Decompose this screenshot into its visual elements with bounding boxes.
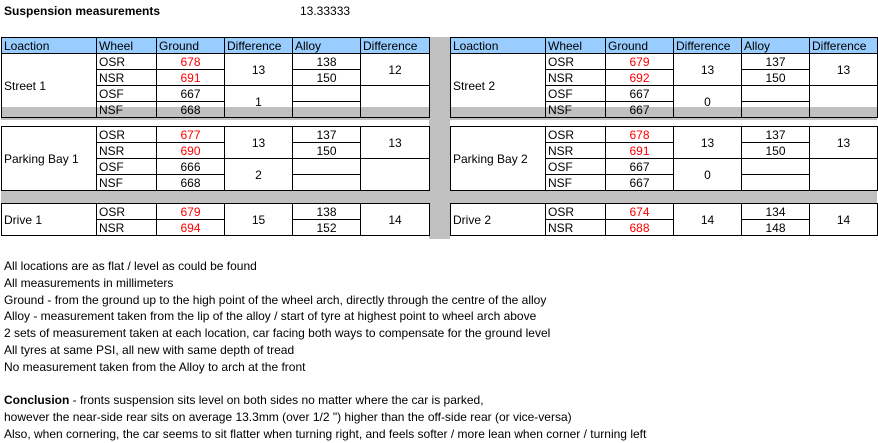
alloy-difference-cell: 13 [810, 127, 878, 159]
alloy-difference-cell: 14 [361, 204, 430, 236]
location-cell: Drive 2 [451, 204, 546, 236]
note-line: All locations are as flat / level as could be found [4, 259, 257, 273]
alloy-difference-cell: 13 [361, 127, 430, 159]
ground-difference-cell: 13 [225, 54, 293, 86]
notes-section [4, 258, 646, 443]
alloy-cell [742, 86, 810, 102]
ground-difference-cell: 14 [674, 204, 742, 236]
ground-cell: 691 [157, 70, 225, 86]
ground-cell: 666 [157, 159, 225, 175]
wheel-cell: NSR [97, 143, 157, 159]
header-alloy: Alloy [742, 38, 810, 54]
wheel-cell: OSR [97, 127, 157, 143]
ground-cell: 668 [157, 175, 225, 191]
alloy-cell [293, 86, 361, 102]
header-row [2, 38, 430, 54]
alloy-cell: 150 [293, 143, 361, 159]
wheel-cell: NSF [97, 102, 157, 118]
header-difference: Difference [810, 38, 878, 54]
row-divider-2 [1, 190, 877, 203]
ground-cell: 667 [606, 102, 674, 118]
conclusion-line: however the near-side rear sits on average 13.3mm (over 1/2 ") higher than the off-side rear (or vice-versa) [4, 410, 572, 425]
alloy-cell: 148 [742, 220, 810, 236]
location-cell: Parking Bay 1 [2, 127, 97, 191]
alloy-cell: 138 [293, 204, 361, 220]
wheel-cell: NSR [97, 70, 157, 86]
alloy-difference-cell: 12 [361, 54, 430, 86]
ground-cell: 679 [606, 54, 674, 70]
ground-difference-cell: 0 [674, 86, 742, 118]
ground-cell: 667 [157, 86, 225, 102]
parking-bay-2-table [450, 126, 878, 191]
wheel-cell: OSF [97, 159, 157, 175]
wheel-cell: NSR [97, 220, 157, 236]
sheet-title: Suspension measurements [4, 4, 161, 18]
table-row [451, 127, 878, 143]
note-line: All measurements in millimeters [4, 275, 174, 290]
table-row [451, 204, 878, 220]
alloy-cell [742, 159, 810, 175]
header-location: Loaction [451, 38, 546, 54]
header-wheel: Wheel [97, 38, 157, 54]
alloy-cell: 137 [742, 54, 810, 70]
header-row [451, 38, 878, 54]
note-line: No measurement taken from the Alloy to arch at the front [4, 359, 306, 374]
alloy-cell: 137 [293, 127, 361, 143]
alloy-cell: 150 [742, 143, 810, 159]
alloy-cell [742, 175, 810, 191]
parking-bay-1-table [1, 126, 430, 191]
spacer [4, 376, 646, 393]
location-cell: Drive 1 [2, 204, 97, 236]
ground-cell: 667 [606, 86, 674, 102]
ground-cell: 674 [606, 204, 674, 220]
alloy-cell [742, 102, 810, 118]
wheel-cell: NSR [546, 220, 606, 236]
alloy-cell [293, 175, 361, 191]
ground-cell: 691 [606, 143, 674, 159]
ground-difference-cell: 0 [674, 159, 742, 191]
wheel-cell: NSF [546, 175, 606, 191]
wheel-cell: OSR [546, 127, 606, 143]
measurement-sheet [1, 37, 877, 239]
ground-cell: 679 [157, 204, 225, 220]
ground-difference-cell: 13 [674, 127, 742, 159]
header-difference: Difference [674, 38, 742, 54]
drive-1-table [1, 203, 430, 236]
header-ground: Ground [157, 38, 225, 54]
wheel-cell: OSR [546, 204, 606, 220]
ground-cell: 692 [606, 70, 674, 86]
ground-difference-cell: 1 [225, 86, 293, 118]
alloy-cell [293, 102, 361, 118]
conclusion-label: Conclusion [4, 393, 70, 408]
header-wheel: Wheel [546, 38, 606, 54]
alloy-difference-cell: 14 [810, 204, 878, 236]
note-line: Alloy - measurement taken from the lip of the alloy / start of tyre at highest point to wheel arch above [4, 309, 537, 324]
wheel-cell: NSR [546, 143, 606, 159]
location-cell: Street 1 [2, 54, 97, 118]
wheel-cell: OSF [546, 86, 606, 102]
conclusion-line [4, 392, 646, 409]
alloy-cell: 134 [742, 204, 810, 220]
alloy-difference-cell [361, 86, 430, 118]
table-row [2, 54, 430, 70]
alloy-cell: 152 [293, 220, 361, 236]
table-row [451, 54, 878, 70]
column-divider [429, 37, 450, 239]
wheel-cell: OSR [546, 54, 606, 70]
alloy-cell: 138 [293, 54, 361, 70]
wheel-cell: OSR [97, 54, 157, 70]
alloy-cell: 150 [742, 70, 810, 86]
table-row [2, 204, 430, 220]
note-line: 2 sets of measurement taken at each location, car facing both ways to compensate for the ground level [4, 326, 551, 341]
alloy-difference-cell: 13 [810, 54, 878, 86]
alloy-cell [293, 159, 361, 175]
ground-cell: 688 [606, 220, 674, 236]
ground-difference-cell: 15 [225, 204, 293, 236]
alloy-difference-cell [810, 159, 878, 191]
ground-difference-cell: 13 [225, 127, 293, 159]
alloy-cell: 150 [293, 70, 361, 86]
ground-cell: 678 [606, 127, 674, 143]
ground-difference-cell: 2 [225, 159, 293, 191]
wheel-cell: OSF [97, 86, 157, 102]
ground-cell: 690 [157, 143, 225, 159]
ground-difference-cell: 13 [674, 54, 742, 86]
ground-cell: 668 [157, 102, 225, 118]
street-2-table [450, 37, 878, 118]
header-ground: Ground [606, 38, 674, 54]
ground-cell: 677 [157, 127, 225, 143]
drive-2-table [450, 203, 878, 236]
note-line: Ground - from the ground up to the high point of the wheel arch, directly through the centre of the alloy [4, 292, 547, 307]
ground-cell: 667 [606, 175, 674, 191]
ground-cell: 678 [157, 54, 225, 70]
conclusion-line: Also, when cornering, the car seems to sit flatter when turning right, and feels softer / more lean when corner / turning left [4, 426, 647, 441]
ground-cell: 667 [606, 159, 674, 175]
header-difference: Difference [225, 38, 293, 54]
header-difference: Difference [361, 38, 430, 54]
alloy-cell: 137 [742, 127, 810, 143]
note-line: All tyres at same PSI, all new with same depth of tread [4, 342, 295, 357]
ground-cell: 694 [157, 220, 225, 236]
wheel-cell: NSF [546, 102, 606, 118]
average-difference-value: 13.33333 [300, 4, 351, 18]
wheel-cell: NSR [546, 70, 606, 86]
alloy-difference-cell [810, 86, 878, 118]
street-1-table [1, 37, 430, 118]
conclusion-text: - fronts suspension sits level on both sides no matter where the car is parked, [69, 393, 484, 408]
table-row [2, 127, 430, 143]
location-cell: Street 2 [451, 54, 546, 118]
wheel-cell: NSF [97, 175, 157, 191]
header-location: Loaction [2, 38, 97, 54]
alloy-difference-cell [361, 159, 430, 191]
wheel-cell: OSR [97, 204, 157, 220]
header-alloy: Alloy [293, 38, 361, 54]
wheel-cell: OSF [546, 159, 606, 175]
location-cell: Parking Bay 2 [451, 127, 546, 191]
